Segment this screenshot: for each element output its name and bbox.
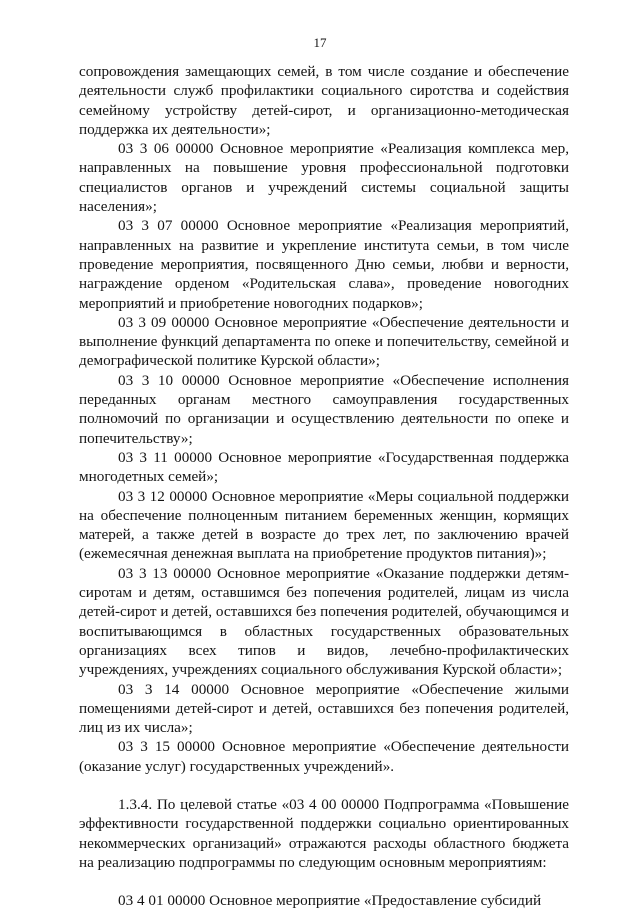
paragraph-gap	[79, 872, 569, 891]
paragraph: сопровождения замещающих семей, в том числе создание и обеспечение деятельности служб профилактики социального сиротства и содействия семейному устройству детей-сирот, и организационно-методическая поддержка их деятельности»;	[79, 63, 569, 138]
paragraph: 03 3 11 00000 Основное мероприятие «Государственная поддержка многодетных семей»;	[79, 448, 569, 486]
paragraph-gap	[79, 776, 569, 795]
page-number: 17	[313, 35, 327, 50]
paragraph: 03 3 15 00000 Основное мероприятие «Обеспечение деятельности (оказание услуг) государственных учреждений».	[79, 738, 569, 775]
paragraph: 03 3 09 00000 Основное мероприятие «Обеспечение деятельности и выполнение функций департамента по опеке и попечительству, семейной и демографической политике Курской области»;	[79, 313, 569, 370]
paragraph: 03 3 06 00000 Основное мероприятие «Реализация комплекса мер, направленных на повышение уровня профессиональной подготовки специалистов органов и учреждений системы социальной защиты населения»;	[79, 140, 569, 216]
section-paragraph: 1.3.4. По целевой статье «03 4 00 00000 Подпрограмма «Повышение эффективности государственной поддержки социально ориентированных некоммерческих организаций» отражаются расходы областного бюджета на реализацию подпрограммы по следующим основным мероприятиям:	[79, 795, 569, 871]
paragraph: 03 3 12 00000 Основное мероприятие «Меры социальной поддержки на обеспечение полноценным питанием беременных женщин, кормящих матерей, а также детей в возрасте до трех лет, по заключению врачей (ежемесячная денежная выплата на приобретение продуктов питания)»;	[79, 487, 569, 563]
paragraph: 03 3 10 00000 Основное мероприятие «Обеспечение исполнения переданных органам местного самоуправления государственных полномочий по организации и осуществлению деятельности по опеке и попечительству»;	[79, 371, 569, 447]
paragraph: 03 4 01 00000 Основное мероприятие «Предоставление субсидий	[118, 892, 542, 910]
paragraph: 03 3 13 00000 Основное мероприятие «Оказание поддержки детям-сиротам и детям, оставшимся без попечения родителей, лицам из числа детей-сирот и детей, оставшихся без попечения родителей, обучающимся и воспитывающимся в областных государственных образовательных организациях всех типов и видов, лечебно-профилактических учреждениях, учреждениях социального обслуживания Курской области»;	[79, 564, 569, 679]
paragraph: 03 3 07 00000 Основное мероприятие «Реализация мероприятий, направленных на развитие и укрепление института семьи, в том числе проведение мероприятия, посвященного Дню семьи, любви и верности, награждение орденом «Родительская слава», проведение новогодних мероприятий и приобретение новогодних подарков»;	[79, 217, 569, 312]
paragraph: 03 3 14 00000 Основное мероприятие «Обеспечение жилыми помещениями детей-сирот и детей, оставшихся без попечения родителей, лиц из их числа»;	[79, 680, 569, 737]
document-body	[79, 62, 569, 910]
